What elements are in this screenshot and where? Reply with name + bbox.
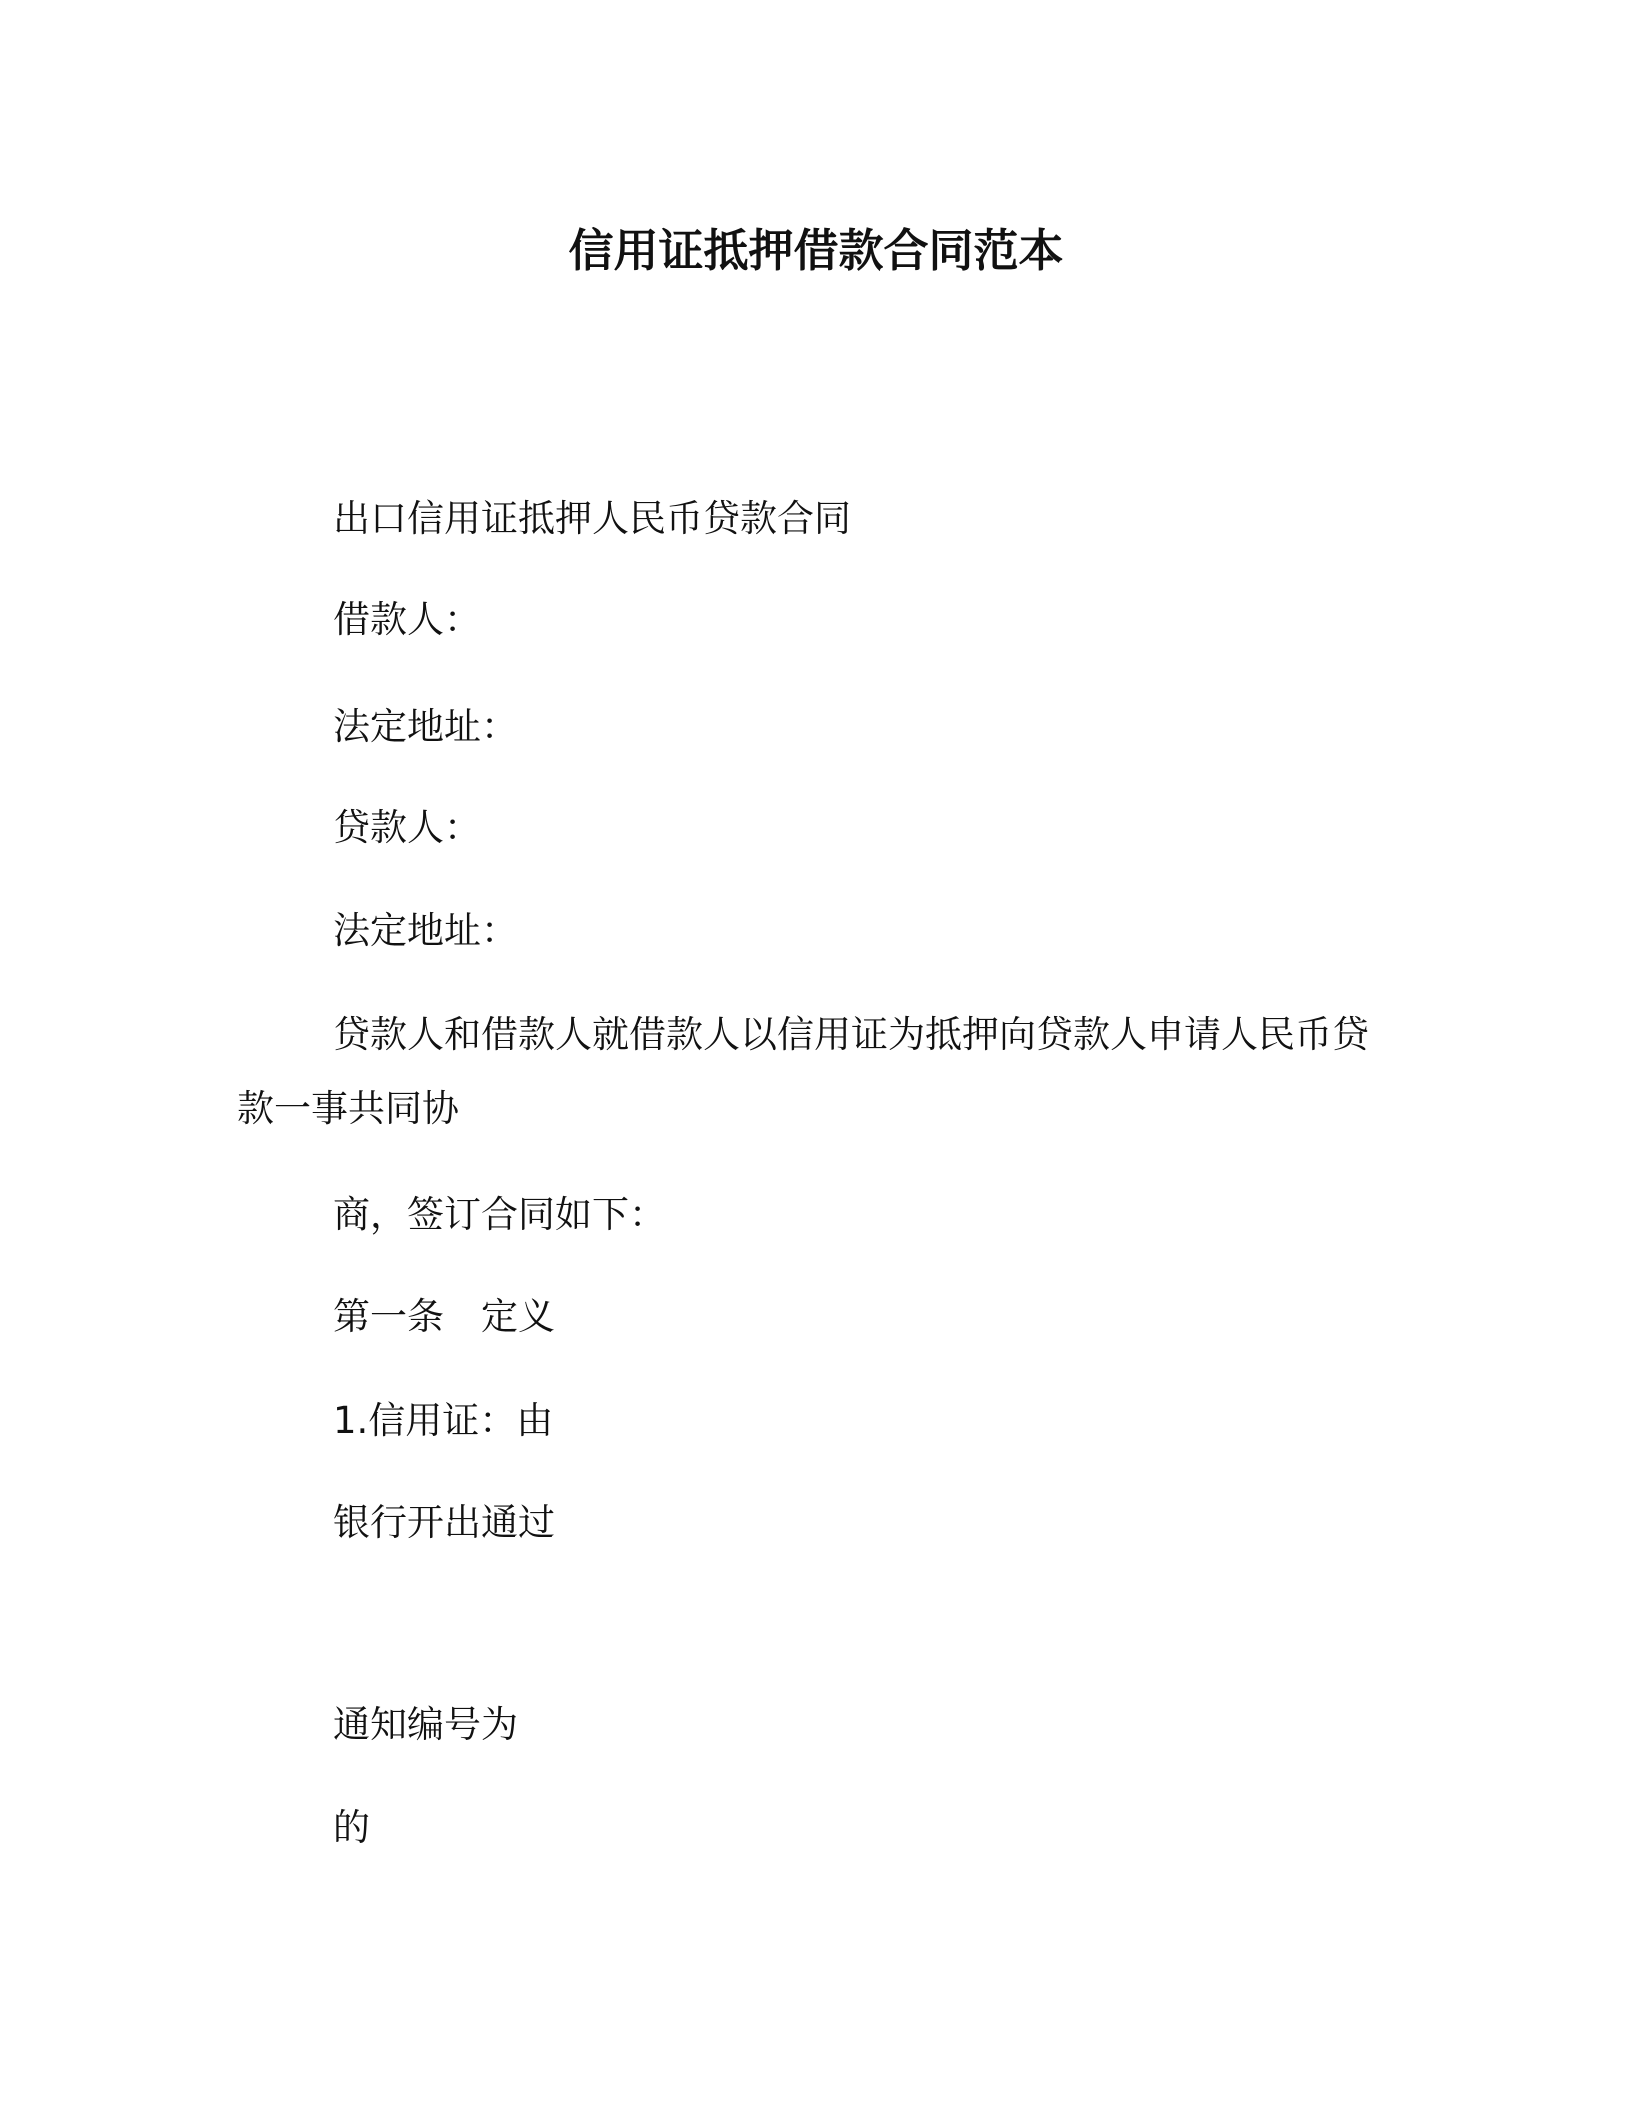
contract-subtitle: 出口信用证抵押人民币贷款合同: [333, 497, 851, 540]
document-title: 信用证抵押借款合同范本: [568, 224, 1064, 277]
definition-1-line-1: 1.信用证：由: [333, 1399, 554, 1442]
definition-1-line-2: 银行开出通过: [333, 1501, 555, 1544]
preamble-line-2: 款一事共同协: [237, 1087, 459, 1130]
borrower-label: 借款人：: [333, 598, 481, 641]
article-1-heading: 第一条 定义: [333, 1295, 555, 1338]
lender-address-label: 法定地址：: [333, 909, 518, 952]
preamble-line-3: 商，签订合同如下：: [333, 1193, 666, 1236]
preamble-line-1: 贷款人和借款人就借款人以信用证为抵押向贷款人申请人民币贷: [333, 1013, 1369, 1056]
definition-1-line-4: 的: [333, 1806, 370, 1849]
borrower-address-label: 法定地址：: [333, 705, 518, 748]
definition-1-line-3: 通知编号为: [333, 1703, 518, 1746]
lender-label: 贷款人：: [333, 806, 481, 849]
